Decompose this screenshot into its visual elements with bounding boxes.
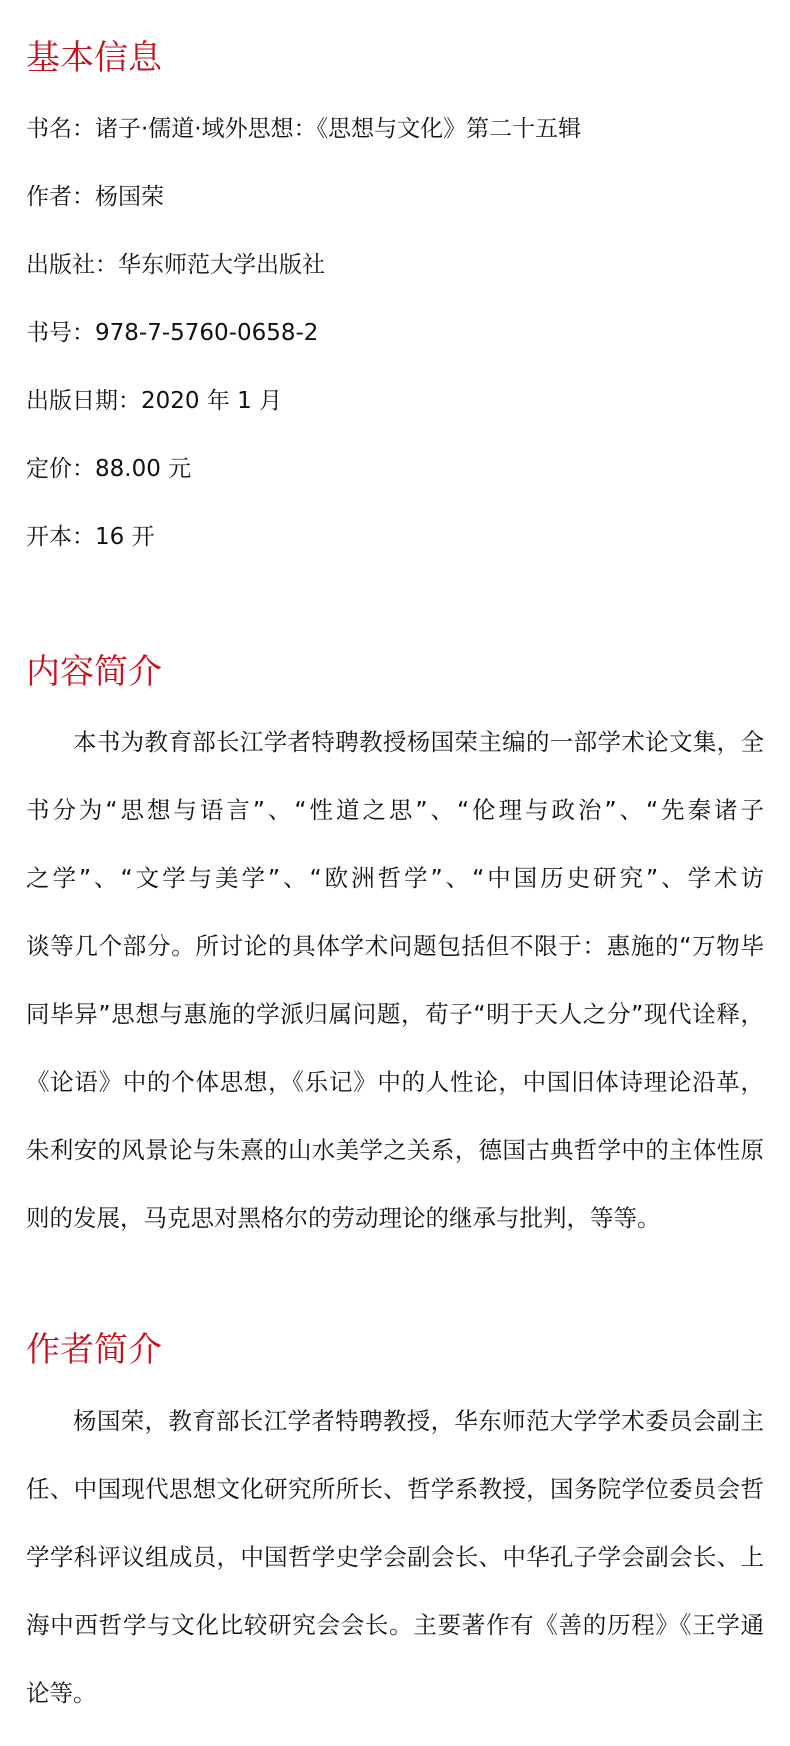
content-intro-line: 朱利安的风景论与朱熹的山水美学之关系，德国古典哲学中的主体性原 — [26, 1136, 764, 1164]
author-intro-line: 学学科评议组成员，中国哲学史学会副会长、中华孔子学会副会长、上 — [26, 1543, 764, 1571]
author-intro-line: 杨国荣，教育部长江学者特聘教授，华东师范大学学术委员会副主 — [73, 1407, 764, 1435]
info-isbn: 书号：978-7-5760-0658-2 — [26, 320, 319, 346]
author-intro-heading: 作者简介 — [26, 1330, 162, 1370]
info-publisher: 出版社：华东师范大学出版社 — [26, 252, 325, 278]
content-intro-line: 之学”、“文学与美学”、“欧洲哲学”、“中国历史研究”、学术访 — [26, 864, 764, 892]
content-intro-heading: 内容简介 — [26, 652, 162, 692]
info-format: 开本：16 开 — [26, 524, 155, 550]
author-intro-line: 海中西哲学与文化比较研究会会长。主要著作有《善的历程》《王学通 — [26, 1611, 764, 1639]
info-publish-date: 出版日期：2020 年 1 月 — [26, 388, 283, 414]
info-author: 作者：杨国荣 — [26, 184, 164, 210]
content-intro-line: 书分为“思想与语言”、“性道之思”、“伦理与政治”、“先秦诸子 — [26, 796, 764, 824]
author-intro-line: 任、中国现代思想文化研究所所长、哲学系教授，国务院学位委员会哲 — [26, 1475, 764, 1503]
info-title: 书名：诸子·儒道·域外思想：《思想与文化》第二十五辑 — [26, 116, 582, 142]
author-intro-line: 论等。 — [26, 1679, 97, 1707]
basic-info-heading: 基本信息 — [26, 38, 162, 78]
content-intro-line: 本书为教育部长江学者特聘教授杨国荣主编的一部学术论文集，全 — [73, 728, 764, 756]
content-intro-line: 《论语》中的个体思想，《乐记》中的人性论，中国旧体诗理论沿革， — [26, 1068, 764, 1096]
info-price: 定价：88.00 元 — [26, 456, 192, 482]
content-intro-line: 谈等几个部分。所讨论的具体学术问题包括但不限于：惠施的“万物毕 — [26, 932, 764, 960]
content-intro-line: 则的发展，马克思对黑格尔的劳动理论的继承与批判，等等。 — [26, 1204, 661, 1232]
content-intro-line: 同毕异”思想与惠施的学派归属问题，荀子“明于天人之分”现代诠释， — [26, 1000, 764, 1028]
